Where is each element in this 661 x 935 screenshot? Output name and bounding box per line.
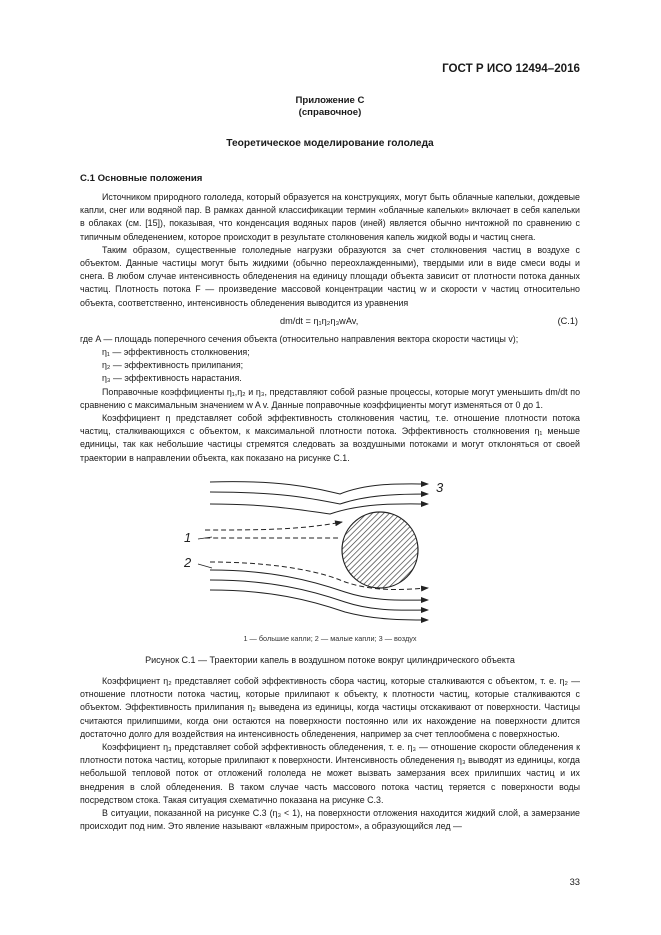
- page-number: 33: [569, 876, 580, 887]
- leader-line: [198, 564, 212, 568]
- paragraph: Поправочные коэффициенты η₁,η₂ и η₃, представляют собой разные процессы, которые могут уменьшить dm/dt по сравнению с максимальным значением w A v. Данные поправочные коэффициенты могут изменяться от 0 до 1.: [80, 386, 580, 410]
- paragraph: где A — площадь поперечного сечения объекта (относительно направления вектора скорости частицы v);: [80, 333, 519, 344]
- text-block-top: [80, 191, 580, 465]
- figure-label-1: 1: [184, 530, 192, 545]
- equation-formula: dm/dt = η₁η₂η₃wAv,: [280, 315, 359, 326]
- paragraph: В ситуации, показанной на рисунке С.3 (η₃ < 1), на поверхности отложения находится жидкий слой, а замерзание происходит под ним. Это явление называют «влажным приростом», а образующийся лед —: [80, 808, 580, 832]
- section-title: С.1 Основные положения: [80, 173, 203, 184]
- paragraph: Источником природного гололеда, который образуется на конструкциях, могут быть облачные капельки, дождевые капли, снег или водяной пар. В рамках данной классификации термин «облачные капельки» включает в себя капельки в облаках (см. [15]), показывая, что конденсация водяных паров (иней) является обычно ничтожной по сравнению с типичным обледенением, которое происходит в результате столкновения капель жидкой воды и частиц снега.: [80, 192, 580, 242]
- figure-caption: Рисунок С.1 — Траектории капель в воздушном потоке вокруг цилиндрического объекта: [145, 655, 515, 665]
- droplet-trajectory-figure: [170, 472, 460, 627]
- main-title: Теоретическое моделирование гололеда: [226, 138, 434, 149]
- list-item: η₂ — эффективность прилипания;: [102, 360, 244, 371]
- figure-label-3: 3: [436, 480, 444, 495]
- list-item: η₁ — эффективность столкновения;: [102, 347, 250, 358]
- paragraph: Коэффициент η₂ представляет собой эффективность сбора частиц, которые сталкиваются с объектом, т. е. η₂ — отношение плотности потока частиц, которые прилипают к объекту, к плотности частиц, которые сталкиваются с объектом. Эффективность прилипания η₂ выведена из единицы, когда частицы отскакивают от поверхности. Частицы считаются прилипшими, когда они остаются на поверхности постоянно или их нахождение на поверхности длится достаточно долго для воздействия на интенсивность обледенения, например за счет теплообмена с поверхностью.: [80, 676, 580, 739]
- droplet-trajectory: [205, 522, 342, 530]
- figure-legend: 1 — большие капли; 2 — малые капли; 3 — воздух: [243, 634, 417, 643]
- cylinder-object: [342, 512, 418, 588]
- appendix-subtitle: (справочное): [298, 107, 362, 118]
- figure-label-2: 2: [184, 555, 192, 570]
- paragraph: Коэффициент η представляет собой эффективность столкновения частиц, т.е. отношение плотности потока частиц, сталкивающихся с объектом, к максимальной плотности потока. Эффективность столкновения η₁ меньше единицы, так как небольшие частицы стремятся следовать за воздушными потоками и могут отклоняться от своей траектории в направлении объекта, как показано на рисунке С.1.: [80, 413, 580, 463]
- equation-number: (С.1): [557, 315, 578, 326]
- paragraph: Таким образом, существенные гололедные нагрузки образуются за счет столкновения частиц в воздухе с объектом. Данные частицы могут быть жидкими (обычно переохлажденными), твердыми или в виде смеси воды и снега. В любом случае интенсивность обледенения на единицу площади объекта зависит от плотности потока данных частиц. Плотность потока F — произведение массовой концентрации частиц w и скорости v частиц относительно объекта, соответственно, интенсивность обледенения выводится из уравнения: [80, 244, 580, 308]
- air-streamline: [210, 492, 428, 504]
- list-item: η₃ — эффективность нарастания.: [102, 373, 242, 384]
- standard-header: ГОСТ Р ИСО 12494–2016: [442, 62, 580, 75]
- text-block-bottom: [80, 675, 580, 833]
- air-streamline: [210, 590, 428, 620]
- equation: [80, 314, 580, 330]
- paragraph: Коэффициент η₃ представляет собой эффективность обледенения, т. е. η₃ — отношение скорости обледенения к плотности потока частиц, которые прилипают к поверхности. Интенсивность обледенения η₃ выводят из единицы, когда небольшой тепловой поток от отложений гололеда не может вызвать замерзания всех прилипших частиц и их внедрения в слой обледенения. В таком случае часть массового потока частиц теряется с поверхности воды посредством стока. Такая ситуация схематично показана на рисунке С.3.: [80, 742, 580, 805]
- appendix-title: Приложение С: [295, 95, 365, 106]
- air-streamline: [210, 504, 428, 514]
